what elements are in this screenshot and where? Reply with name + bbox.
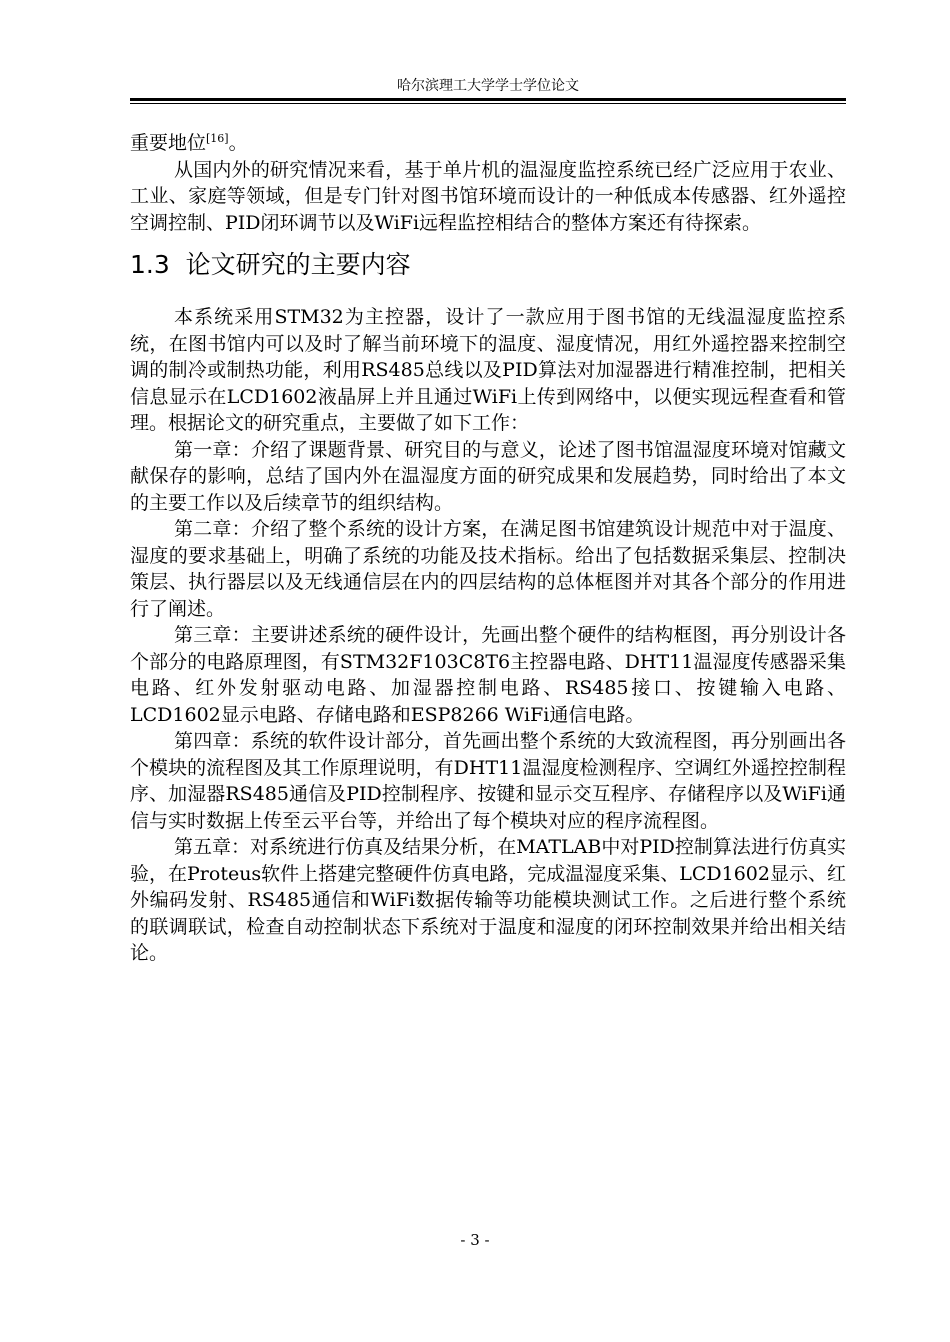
chapter-1-paragraph: 第一章：介绍了课题背景、研究目的与意义，论述了图书馆温湿度环境对馆藏文献保存的影响，总结了国内外在温湿度方面的研究成果和发展趋势，同时给出了本文的主要工作以及后续章节的组织结构。 [130,438,846,514]
chapter-2-paragraph: 第二章：介绍了整个系统的设计方案，在满足图书馆建筑设计规范中对于温度、湿度的要求基础上，明确了系统的功能及技术指标。给出了包括数据采集层、控制决策层、执行器层以及无线通信层在内的四层结构的总体框图并对其各个部分的作用进行了阐述。 [130,518,846,620]
carry-over-text: 重要地位 [130,132,207,154]
main-paragraph: 本系统采用STM32为主控器，设计了一款应用于图书馆的无线温湿度监控系统，在图书馆内可以及时了解当前环境下的温度、湿度情况，用红外遥控器来控制空调的制冷或制热功能，利用RS485总线以及PID算法对加湿器进行精准控制，把相关信息显示在LCD1602液晶屏上并且通过WiFi上传到网络中，以便实现远程查看和管理。根据论文的研究重点，主要做了如下工作： [130,306,846,434]
chapter-3-paragraph: 第三章：主要讲述系统的硬件设计，先画出整个硬件的结构框图，再分别设计各个部分的电路原理图，有STM32F103C8T6主控器电路、DHT11温湿度传感器采集电路、红外发射驱动电路、加湿器控制电路、RS485接口、按键输入电路、LCD1602显示电路、存储电路和ESP8266 WiFi通信电路。 [130,624,846,726]
carry-over-paragraph [130,130,846,157]
header-rule-thick [130,98,846,101]
header-rule-thin [130,103,846,104]
chapter-5-paragraph: 第五章：对系统进行仿真及结果分析，在MATLAB中对PID控制算法进行仿真实验，在Proteus软件上搭建完整硬件仿真电路，完成温湿度采集、LCD1602显示、红外编码发射、RS485通信和WiFi数据传输等功能模块测试工作。之后进行整个系统的联调联试，检查自动控制状态下系统对于温度和湿度的闭环控制效果并给出相关结论。 [130,836,846,964]
intro-paragraph: 从国内外的研究情况来看，基于单片机的温湿度监控系统已经广泛应用于农业、工业、家庭等领域，但是专门针对图书馆环境而设计的一种低成本传感器、红外遥控空调控制、PID闭环调节以及WiFi远程监控相结合的整体方案还有待探索。 [130,158,846,234]
citation-marker: [16] [206,132,229,145]
section-heading [130,248,846,282]
section-title: 论文研究的主要内容 [185,250,411,279]
page-content [130,130,846,967]
page-header-title: 哈尔滨理工大学学士学位论文 [397,78,579,94]
section-number: 1.3 [130,250,170,279]
page-number: - 3 - [460,1231,490,1249]
chapter-4-paragraph: 第四章：系统的软件设计部分，首先画出整个系统的大致流程图，再分别画出各个模块的流程图及其工作原理说明，有DHT11温湿度检测程序、空调红外遥控控制程序、加湿器RS485通信及PID控制程序、按键和显示交互程序、存储程序以及WiFi通信与实时数据上传至云平台等，并给出了每个模块对应的程序流程图。 [130,730,846,832]
carry-over-end: 。 [228,132,248,154]
